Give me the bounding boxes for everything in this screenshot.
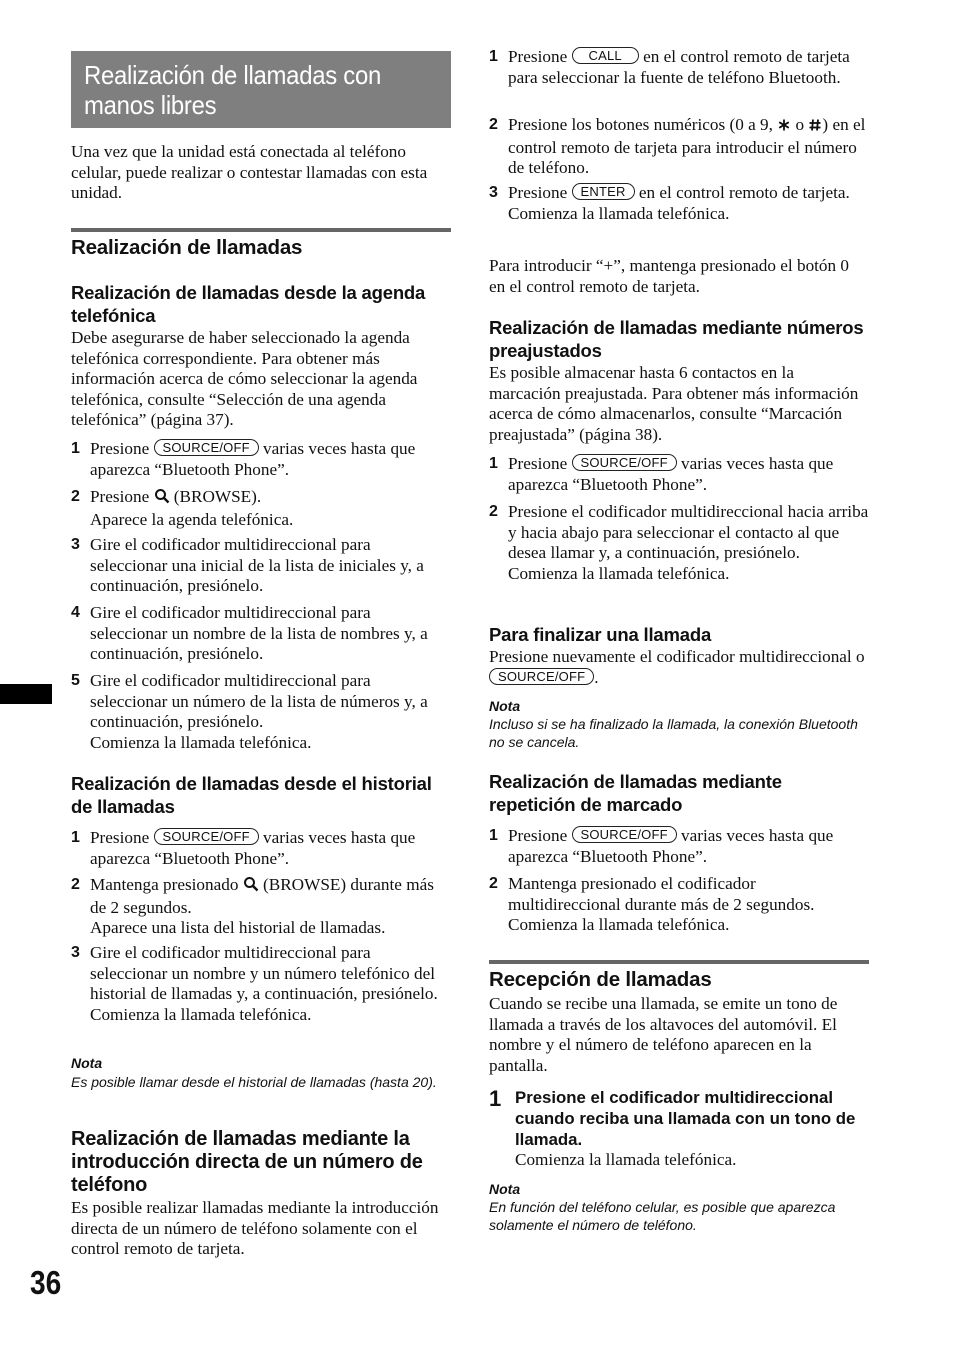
- step-text: Presione: [90, 439, 150, 458]
- step-result: Comienza la llamada telefónica.: [508, 563, 730, 583]
- step-text: Presione los botones numéricos (0 a 9,: [508, 115, 773, 134]
- heading-finalizar: Para finalizar una llamada: [489, 624, 712, 645]
- asterisk-icon: [777, 117, 791, 138]
- step-result: Aparece una lista del historial de llamadas.: [90, 918, 386, 938]
- step-text: Presione: [508, 183, 568, 202]
- step-text: Gire el codificador multidireccional para seleccionar un número de la lista de números y, a continuación, presiónelo.: [90, 671, 428, 732]
- agenda-step-1: [71, 439, 451, 480]
- heading-redial: Realización de llamadas mediante repetición de marcado: [489, 771, 782, 815]
- step-text: varias veces hasta que aparezca “Bluetooth Phone”.: [508, 454, 834, 494]
- intro-text: Una vez que la unidad está conectada al teléfono celular, puede realizar o contestar llamadas con esta unidad.: [71, 142, 428, 203]
- step-text: Presione: [508, 47, 568, 66]
- step-text: (BROWSE) durante más de 2 segundos.: [90, 875, 434, 917]
- section-tab-marker: [0, 684, 52, 704]
- directa-step-3: [489, 183, 869, 224]
- section-title-realizacion: Realización de llamadas: [71, 236, 303, 259]
- step-text: Presione el codificador multidireccional hacia arriba y hacia abajo para seleccionar el contacto al que desea llamar y, a continuación, presiónelo.: [508, 502, 869, 563]
- nota-label: Nota: [71, 1055, 103, 1071]
- step-result: Comienza la llamada telefónica.: [90, 732, 312, 752]
- finalizar-body: [489, 647, 869, 688]
- step-text: Mantenga presionado el codificador multidireccional durante más de 2 segundos.: [508, 874, 815, 914]
- nota-text: En función del teléfono celular, es posible que aparezca solamente el número de teléfono.: [489, 1199, 836, 1233]
- finalizar-text: .: [594, 667, 599, 687]
- step-number: 3: [489, 184, 498, 201]
- section-rule: [489, 960, 869, 964]
- step-result: Comienza la llamada telefónica.: [508, 915, 730, 935]
- preset-step-2: [489, 502, 869, 584]
- step-text: en el control remoto de tarjeta para seleccionar la fuente de teléfono Bluetooth.: [508, 47, 850, 87]
- step-text: Gire el codificador multidireccional para seleccionar una inicial de la lista de iniciales y, a continuación, presiónelo.: [90, 535, 424, 596]
- agenda-body: Debe asegurarse de haber seleccionado la agenda telefónica correspondiente. Para obtener más información acerca de cómo seleccionar la agenda telefónica, consulte “Selección de una agenda telefónica” (página 37).: [71, 328, 418, 430]
- call-button-label: CALL: [572, 47, 639, 64]
- page-number: 36: [30, 1264, 62, 1301]
- agenda-step-3: [71, 535, 451, 597]
- section-title-recepcion: Recepción de llamadas: [489, 968, 712, 991]
- preset-step-1: [489, 454, 869, 495]
- step-text: Presione: [508, 454, 568, 473]
- step-result: Comienza la llamada telefónica.: [508, 203, 730, 223]
- heading-directa: Realización de llamadas mediante la introducción directa de un número de teléfono: [71, 1128, 423, 1196]
- step-number: 2: [489, 503, 498, 520]
- step-text: Gire el codificador multidireccional para seleccionar un nombre y un número telefónico del historial de llamadas y, a continuación, presiónelo.: [90, 943, 438, 1004]
- agenda-step-4: [71, 603, 451, 665]
- step-number: 3: [71, 536, 80, 553]
- step-result: Aparece la agenda telefónica.: [90, 509, 294, 529]
- step-text: Presione: [508, 826, 568, 845]
- step-text: (BROWSE).: [173, 487, 262, 506]
- source-off-button-label: SOURCE/OFF: [154, 828, 259, 845]
- hash-icon: [808, 117, 822, 138]
- step-number: 4: [71, 604, 80, 621]
- agenda-step-2: [71, 487, 451, 530]
- directa-step-1: [489, 47, 869, 88]
- redial-step-1: [489, 826, 869, 867]
- step-text: en el control remoto de tarjeta.: [638, 183, 850, 202]
- directa-step-2: [489, 115, 869, 179]
- source-off-button-label: SOURCE/OFF: [154, 439, 259, 456]
- magnifier-icon: [154, 488, 170, 510]
- step-number: 1: [489, 455, 498, 472]
- step-text: varias veces hasta que aparezca “Bluetooth Phone”.: [90, 828, 416, 868]
- step-text: varias veces hasta que aparezca “Bluetooth Phone”.: [90, 439, 416, 479]
- step-number: 1: [489, 48, 498, 65]
- historial-step-2: [71, 875, 451, 939]
- step-text: ) en el control remoto de tarjeta para introducir el número de teléfono.: [508, 115, 866, 178]
- step-text: Mantenga presionado: [90, 875, 239, 894]
- step-result: Comienza la llamada telefónica.: [90, 1004, 312, 1024]
- preset-body: Es posible almacenar hasta 6 contactos en la marcación preajustada. Para obtener más información acerca de cómo almacenarlos, consulte “Marcación preajustada” (página 38).: [489, 363, 859, 444]
- redial-step-2: [489, 874, 869, 936]
- nota-label: Nota: [489, 698, 521, 714]
- step-number: 1: [489, 827, 498, 844]
- agenda-step-5: [71, 671, 451, 753]
- heading-agenda: Realización de llamadas desde la agenda telefónica: [71, 282, 426, 326]
- recepcion-body: Cuando se recibe una llamada, se emite un tono de llamada a través de los altavoces del automóvil. El nombre y el número de teléfono aparecen en la pantalla.: [489, 994, 838, 1075]
- nota-text: Es posible llamar desde el historial de llamadas (hasta 20).: [71, 1074, 437, 1090]
- heading-preset: Realización de llamadas mediante números preajustados: [489, 317, 864, 361]
- source-off-button-label: SOURCE/OFF: [572, 454, 677, 471]
- nota-text: Incluso si se ha finalizado la llamada, la conexión Bluetooth no se cancela.: [489, 716, 858, 750]
- step-result: Comienza la llamada telefónica.: [515, 1150, 737, 1170]
- magnifier-icon: [243, 876, 259, 898]
- page-title: Realización de llamadas con manos libres: [84, 60, 382, 120]
- section-rule: [71, 228, 451, 232]
- step-number: 1: [489, 1086, 502, 1111]
- step-text: varias veces hasta que aparezca “Bluetooth Phone”.: [508, 826, 834, 866]
- page-title-box: [71, 51, 451, 128]
- step-number: 1: [71, 829, 80, 846]
- step-number: 2: [489, 116, 498, 133]
- step-number: 2: [71, 876, 80, 893]
- historial-step-1: [71, 828, 451, 869]
- step-number: 1: [71, 440, 80, 457]
- recepcion-step-1: [489, 1088, 869, 1171]
- step-number: 2: [489, 875, 498, 892]
- step-number: 2: [71, 488, 80, 505]
- source-off-button-label: SOURCE/OFF: [489, 668, 594, 685]
- historial-step-3: [71, 943, 451, 1025]
- source-off-button-label: SOURCE/OFF: [572, 826, 677, 843]
- step-text: o: [795, 115, 805, 134]
- step-text: Presione: [90, 487, 150, 506]
- step-text: Presione: [90, 828, 150, 847]
- heading-historial: Realización de llamadas desde el historial de llamadas: [71, 773, 432, 817]
- finalizar-text: Presione nuevamente el codificador multidireccional o: [489, 647, 865, 666]
- plus-note: Para introducir “+”, mantenga presionado el botón 0 en el control remoto de tarjeta.: [489, 256, 850, 296]
- enter-button-label: ENTER: [572, 183, 635, 200]
- nota-label: Nota: [489, 1181, 521, 1197]
- step-text: Presione el codificador multidireccional cuando reciba una llamada con un tono de llamada.: [515, 1088, 856, 1149]
- step-number: 5: [71, 672, 80, 689]
- directa-body: Es posible realizar llamadas mediante la introducción directa de un número de teléfono solamente con el control remoto de tarjeta.: [71, 1198, 439, 1259]
- step-text: Gire el codificador multidireccional para seleccionar un nombre de la lista de nombres y, a continuación, presiónelo.: [90, 603, 428, 664]
- step-number: 3: [71, 944, 80, 961]
